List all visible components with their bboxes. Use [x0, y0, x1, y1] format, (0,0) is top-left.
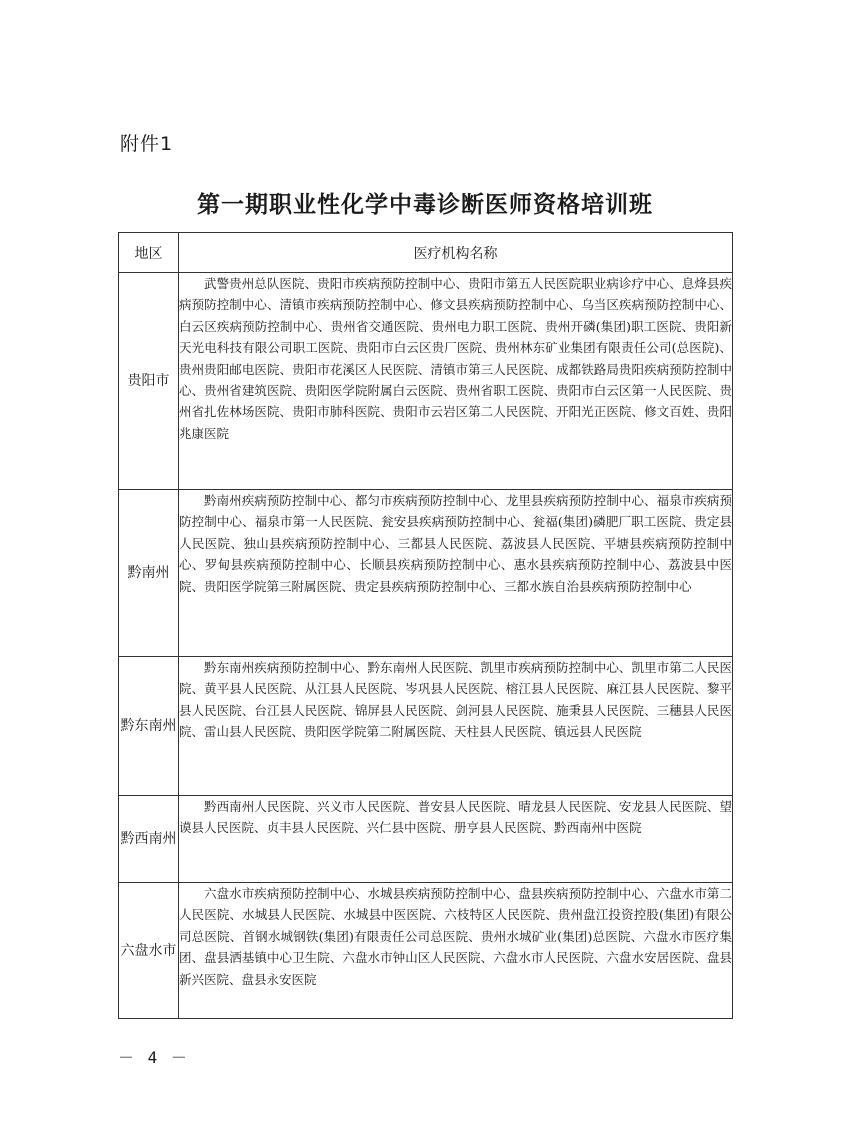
table-row	[119, 490, 733, 657]
table-header-row	[119, 233, 733, 273]
table-row	[119, 273, 733, 490]
region-cell: 贵阳市	[119, 273, 179, 490]
institution-table	[118, 232, 733, 1019]
region-cell: 黔西南州	[119, 796, 179, 883]
institutions-text: 武警贵州总队医院、贵阳市疾病预防控制中心、贵阳市第五人民医院职业病诊疗中心、息烽县疾病预防控制中心、清镇市疾病预防控制中心、修文县疾病预防控制中心、乌当区疾病预防控制中心、白云区疾病预防控制中心、贵州省交通医院、贵州电力职工医院、贵州开磷(集团)职工医院、贵阳新天光电科技有限公司职工医院、贵阳市白云区贵厂医院、贵州林东矿业集团有限责任公司(总医院)、贵州贵阳邮电医院、贵阳市花溪区人民医院、清镇市第三人民医院、成都铁路局贵阳疾病预防控制中心、贵州省建筑医院、贵阳医学院附属白云医院、贵州省职工医院、贵阳市白云区第一人民医院、贵州省扎佐林场医院、贵阳市肺科医院、贵阳市云岩区第二人民医院、开阳光正医院、修文百姓、贵阳兆康医院	[179, 276, 732, 441]
table-row	[119, 883, 733, 1019]
attachment-label: 附件1	[120, 133, 174, 155]
table-row	[119, 657, 733, 796]
institutions-text: 黔东南州疾病预防控制中心、黔东南州人民医院、凯里市疾病预防控制中心、凯里市第二人民医院、黄平县人民医院、从江县人民医院、岑巩县人民医院、榕江县人民医院、麻江县人民医院、黎平县人民医院、台江县人民医院、锦屏县人民医院、剑河县人民医院、施秉县人民医院、三穗县人民医院、雷山县人民医院、贵阳医学院第二附属医院、天柱县人民医院、镇远县人民医院	[179, 660, 732, 740]
region-cell: 黔东南州	[119, 657, 179, 796]
table-row	[119, 796, 733, 883]
region-cell: 黔南州	[119, 490, 179, 657]
institutions-cell	[179, 883, 733, 1019]
institutions-text: 黔西南州人民医院、兴义市人民医院、普安县人民医院、晴龙县人民医院、安龙县人民医院、望谟县人民医院、贞丰县人民医院、兴仁县中医院、册亨县人民医院、黔西南州中医院	[179, 799, 732, 836]
institutions-cell	[179, 796, 733, 883]
institutions-text: 六盘水市疾病预防控制中心、水城县疾病预防控制中心、盘县疾病预防控制中心、六盘水市第二人民医院、水城县人民医院、水城县中医医院、六枝特区人民医院、贵州盘江投资控股(集团)有限公司总医院、首钢水城钢铁(集团)有限责任公司总医院、贵州水城矿业(集团)总医院、六盘水市医疗集团、盘县洒基镇中心卫生院、六盘水市钟山区人民医院、六盘水市人民医院、六盘水安居医院、盘县新兴医院、盘县永安医院	[179, 886, 732, 987]
document-title: 第一期职业性化学中毒诊断医师资格培训班	[197, 191, 653, 218]
institutions-cell	[179, 657, 733, 796]
institutions-cell	[179, 490, 733, 657]
institutions-cell	[179, 273, 733, 490]
column-header-region: 地区	[119, 233, 179, 273]
column-header-institutions: 医疗机构名称	[179, 233, 733, 273]
page-number: － 4 －	[118, 1048, 189, 1067]
region-cell: 六盘水市	[119, 883, 179, 1019]
institutions-text: 黔南州疾病预防控制中心、都匀市疾病预防控制中心、龙里县疾病预防控制中心、福泉市疾病预防控制中心、福泉市第一人民医院、瓮安县疾病预防控制中心、瓮福(集团)磷肥厂职工医院、贵定县人民医院、独山县疾病预防控制中心、三都县人民医院、荔波县人民医院、平塘县疾病预防控制中心、罗甸县疾病预防控制中心、长顺县疾病预防控制中心、惠水县疾病预防控制中心、荔波县中医院、贵阳医学院第三附属医院、贵定县疾病预防控制中心、三都水族自治县疾病预防控制中心	[179, 493, 732, 594]
